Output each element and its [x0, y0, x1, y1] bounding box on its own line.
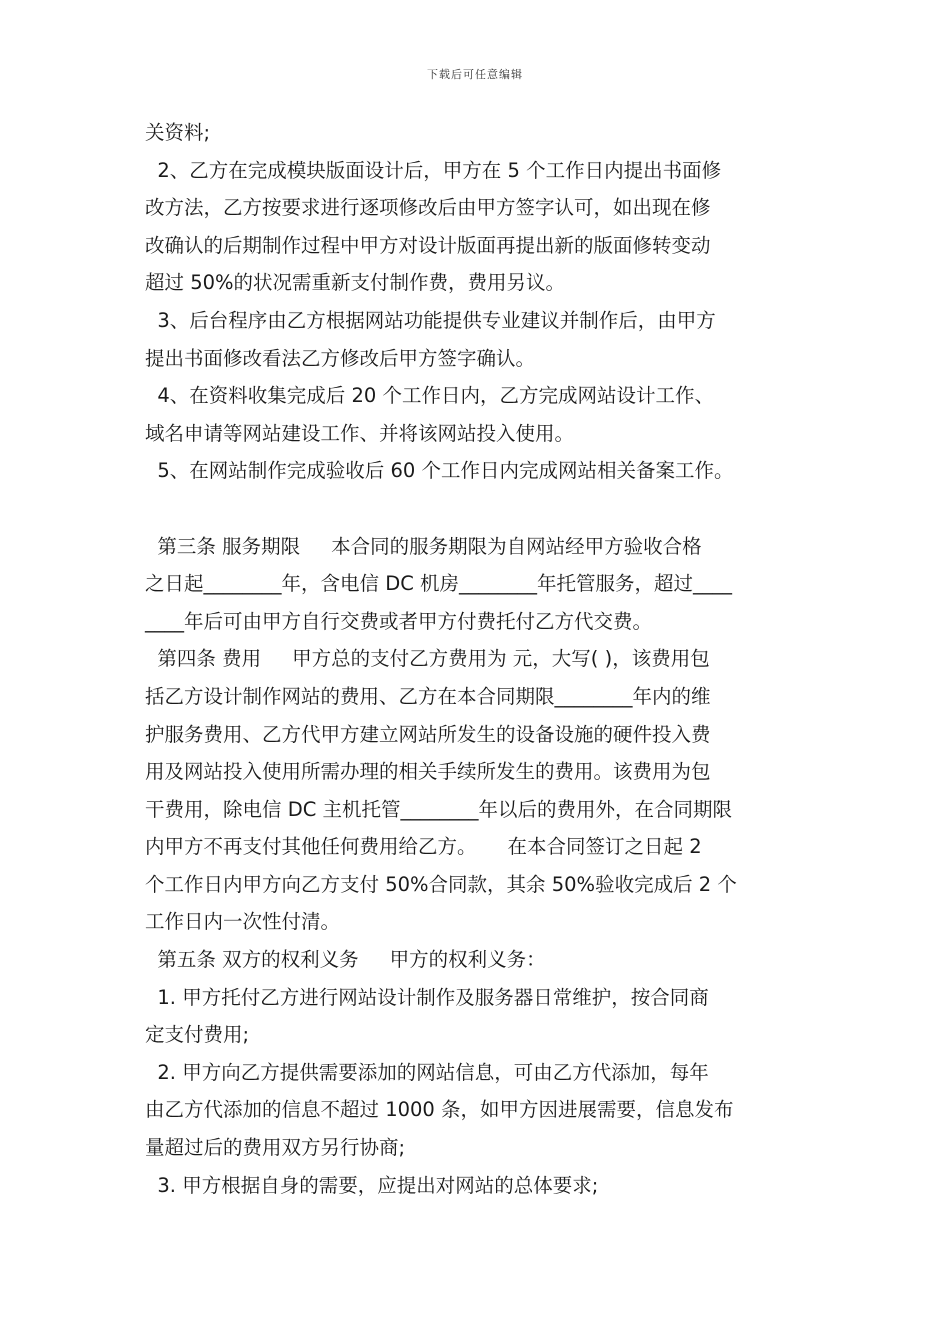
text-line: 提出书面修改看法乙方修改后甲方签字确认。: [145, 346, 536, 370]
text-line: 5、在网站制作完成验收后 60 个工作日内完成网站相关备案工作。: [145, 459, 734, 483]
text-line: 1. 甲方托付乙方进行网站设计制作及服务器日常维护，按合同商: [145, 985, 709, 1009]
text-line: 域名申请等网站建设工作、并将该网站投入使用。: [145, 421, 575, 445]
text-line: 由乙方代添加的信息不超过 1000 条，如甲方因进展需要，信息发布: [145, 1098, 734, 1122]
text-line: 改确认的后期制作过程中甲方对设计版面再提出新的版面修转变动: [145, 233, 711, 257]
text-line: 定支付费用;: [145, 1023, 250, 1047]
document-body: [145, 114, 810, 1204]
text-line: 3、后台程序由乙方根据网站功能提供专业建议并制作后，由甲方: [145, 308, 716, 332]
blank-line: [145, 490, 810, 528]
text-line: 量超过后的费用双方另行协商;: [145, 1136, 406, 1160]
text-line: 内甲方不再支付其他任何费用给乙方。 在本合同签订之日起 2: [145, 835, 702, 859]
page-header: 下载后可任意编辑: [427, 68, 523, 81]
text-line: 第五条 双方的权利义务 甲方的权利义务：: [145, 948, 546, 972]
text-line: 改方法，乙方按要求进行逐项修改后由甲方签字认可，如出现在修: [145, 196, 711, 220]
text-line: 第四条 费用 甲方总的支付乙方费用为 元，大写( )，该费用包: [145, 647, 710, 671]
text-line: 干费用，除电信 DC 主机托管________年以后的费用外，在合同期限: [145, 797, 733, 821]
text-line: 括乙方设计制作网站的费用、乙方在本合同期限________年内的维: [145, 684, 711, 708]
text-line: 关资料;: [145, 121, 211, 144]
text-line: 护服务费用、乙方代甲方建立网站所发生的设备设施的硬件投入费: [145, 722, 711, 746]
text-line: 超过 50%的状况需重新支付制作费，费用另议。: [145, 271, 566, 295]
text-line: 4、在资料收集完成后 20 个工作日内，乙方完成网站设计工作、: [145, 384, 715, 408]
text-line: 之日起________年，含电信 DC 机房________年托管服务，超过____: [145, 572, 733, 596]
text-line: 3. 甲方根据自身的需要，应提出对网站的总体要求;: [145, 1173, 599, 1197]
text-line: 2. 甲方向乙方提供需要添加的网站信息，可由乙方代添加，每年: [145, 1060, 709, 1084]
text-line: 个工作日内甲方向乙方支付 50%合同款，其余 50%验收完成后 2 个: [145, 872, 737, 896]
text-line: 第三条 服务期限 本合同的服务期限为自网站经甲方验收合格: [145, 534, 702, 558]
text-line: 2、乙方在完成模块版面设计后，甲方在 5 个工作日内提出书面修: [145, 158, 722, 182]
text-line: ____年后可由甲方自行交费或者甲方付费托付乙方代交费。: [145, 609, 653, 633]
text-line: 用及网站投入使用所需办理的相关手续所发生的费用。该费用为包: [145, 760, 711, 784]
text-line: 工作日内一次性付清。: [145, 910, 341, 934]
